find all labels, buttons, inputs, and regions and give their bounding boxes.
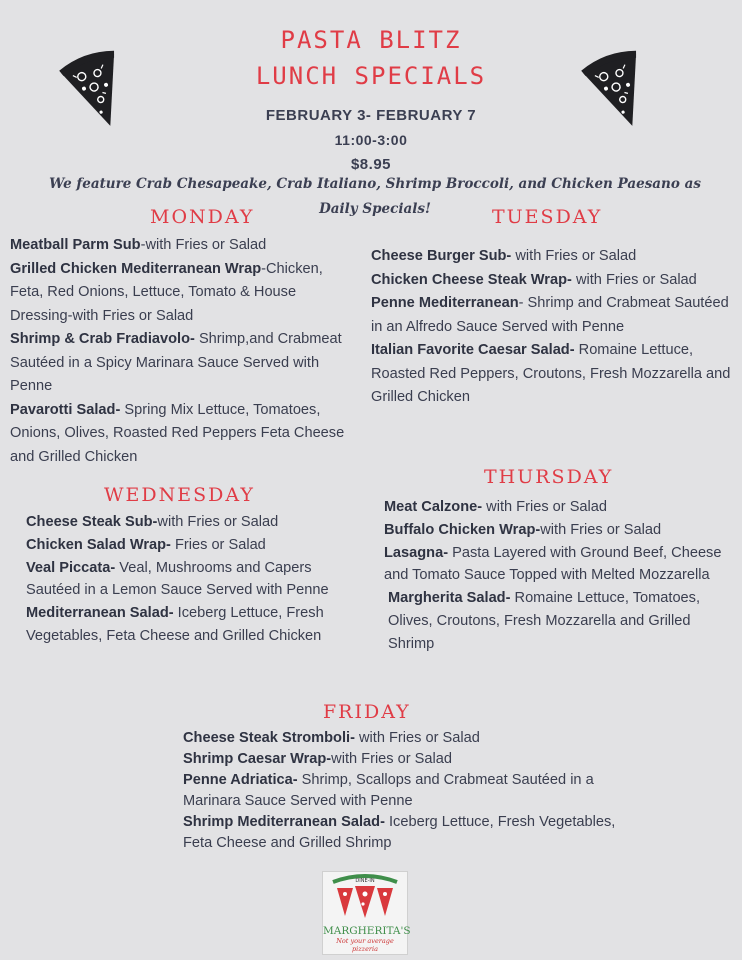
tuesday-items [371, 245, 739, 410]
item-desc: Shrimp, Scallops and Crabmeat Sautéed in a Marinara Sauce Served with Penne [183, 772, 594, 809]
wednesday-items [26, 511, 366, 648]
thursday-items [384, 496, 738, 656]
item-desc: Iceberg Lettuce, Fresh Vegetables, Feta Cheese and Grilled Chicken [26, 605, 324, 644]
item-name: Mediterranean Salad- [26, 605, 174, 622]
item-name: Lasagna- [384, 544, 449, 561]
friday-items [183, 728, 623, 854]
item-name: Cheese Steak Stromboli- [183, 730, 355, 746]
item-name: Shrimp Mediterranean Salad- [183, 814, 385, 830]
day-heading-monday: MONDAY [150, 206, 255, 228]
item-name: Meatball Parm Sub [10, 237, 141, 253]
menu-item [183, 749, 623, 770]
item-name: Pavarotti Salad- [10, 401, 121, 418]
pizza-logo-icon [323, 872, 407, 922]
menu-item [26, 557, 366, 603]
menu-item [384, 542, 738, 588]
item-name: Margherita Salad- [388, 590, 511, 607]
menu-item [371, 245, 739, 269]
item-desc: with Fries or Salad [571, 271, 697, 288]
logo-name: MARGHERITA'S [323, 925, 411, 937]
date-range: FEBRUARY 3- FEBRUARY 7 [265, 107, 477, 124]
feature-line-1: We feature Crab Chesapeake, Crab Italiano, Shrimp Broccoli, and Chicken Paesano as [49, 176, 701, 192]
hours: 11:00-3:00 [334, 132, 408, 148]
item-name: Chicken Cheese Steak Wrap- [371, 271, 572, 288]
price: $8.95 [350, 156, 392, 173]
item-desc: with Fries or Salad [331, 751, 453, 767]
menu-item [26, 602, 366, 648]
item-desc: with Fries or Salad [540, 521, 662, 538]
monday-items [10, 234, 360, 469]
item-desc: Iceberg Lettuce, Fresh Vegetables, Feta Cheese and Grilled Shrimp [183, 814, 616, 851]
menu-item [384, 587, 738, 655]
menu-item [26, 534, 366, 557]
menu-item [183, 770, 623, 812]
day-heading-wednesday: WEDNESDAY [104, 484, 255, 506]
menu-item [371, 339, 739, 410]
menu-title: PASTA BLITZ [280, 26, 462, 54]
item-name: Italian Favorite Caesar Salad- [371, 342, 575, 358]
menu-item [183, 812, 623, 854]
item-desc: with Fries or Salad [482, 499, 608, 515]
day-heading-thursday: THURSDAY [484, 466, 614, 488]
item-desc: with Fries or Salad [157, 514, 279, 530]
item-name: Cheese Burger Sub- [371, 248, 512, 264]
item-desc: Pasta Layered with Ground Beef, Cheese and Tomato Sauce Topped with Melted Mozzarella [384, 544, 722, 584]
item-desc: Veal, Mushrooms and Capers Sautéed in a Lemon Sauce Served with Penne [26, 559, 329, 599]
item-desc: -Chicken, Feta, Red Onions, Lettuce, Tomato & House Dressing-with Fries or Salad [10, 260, 323, 324]
item-name: Cheese Steak Sub- [26, 514, 158, 530]
item-name: Shrimp & Crab Fradiavolo- [10, 331, 195, 347]
item-desc: with Fries or Salad [511, 248, 637, 264]
item-desc: Fries or Salad [170, 536, 266, 553]
item-name: Veal Piccata- [26, 559, 116, 576]
menu-item [384, 519, 738, 542]
item-desc: Romaine Lettuce, Roasted Red Peppers, Croutons, Fresh Mozzarella and Grilled Chicken [371, 342, 731, 405]
menu-item [10, 328, 360, 399]
margheritas-logo [322, 871, 411, 955]
day-heading-friday: FRIDAY [323, 701, 411, 723]
menu-item [384, 496, 738, 519]
item-name: Grilled Chicken Mediterranean Wrap [10, 260, 262, 277]
item-name: Penne Adriatica- [183, 772, 298, 788]
item-name: Penne Mediterranean [371, 295, 519, 311]
item-name: Buffalo Chicken Wrap- [384, 521, 541, 538]
menu-item [10, 399, 360, 470]
feature-line-2: Daily Specials! [319, 201, 431, 217]
menu-subtitle: LUNCH SPECIALS [255, 62, 487, 90]
day-heading-tuesday: TUESDAY [492, 206, 603, 228]
item-name: Shrimp Caesar Wrap- [183, 751, 332, 767]
menu-item [10, 258, 360, 329]
item-desc: Shrimp,and Crabmeat Sautéed in a Spicy Marinara Sauce Served with Penne [10, 331, 342, 394]
item-name: Chicken Salad Wrap- [26, 536, 171, 553]
menu-item [371, 292, 739, 339]
item-name: Meat Calzone- [384, 499, 483, 515]
item-desc: Romaine Lettuce, Tomatoes, Olives, Croutons, Fresh Mozzarella and Grilled Shrimp [388, 590, 701, 652]
item-desc: Spring Mix Lettuce, Tomatoes, Onions, Olives, Roasted Red Peppers Feta Cheese and Grilled Chicken [10, 401, 345, 465]
item-desc: -with Fries or Salad [140, 237, 267, 253]
item-desc: - Shrimp and Crabmeat Sautéed in an Alfredo Sauce Served with Penne [371, 295, 729, 335]
menu-item [183, 728, 623, 749]
logo-badge-text: DINE-IN [355, 878, 375, 884]
menu-item [10, 234, 360, 258]
logo-tagline: Not your average pizzeria [336, 937, 394, 953]
menu-item [371, 269, 739, 293]
menu-item [26, 511, 366, 534]
item-desc: with Fries or Salad [354, 730, 480, 746]
